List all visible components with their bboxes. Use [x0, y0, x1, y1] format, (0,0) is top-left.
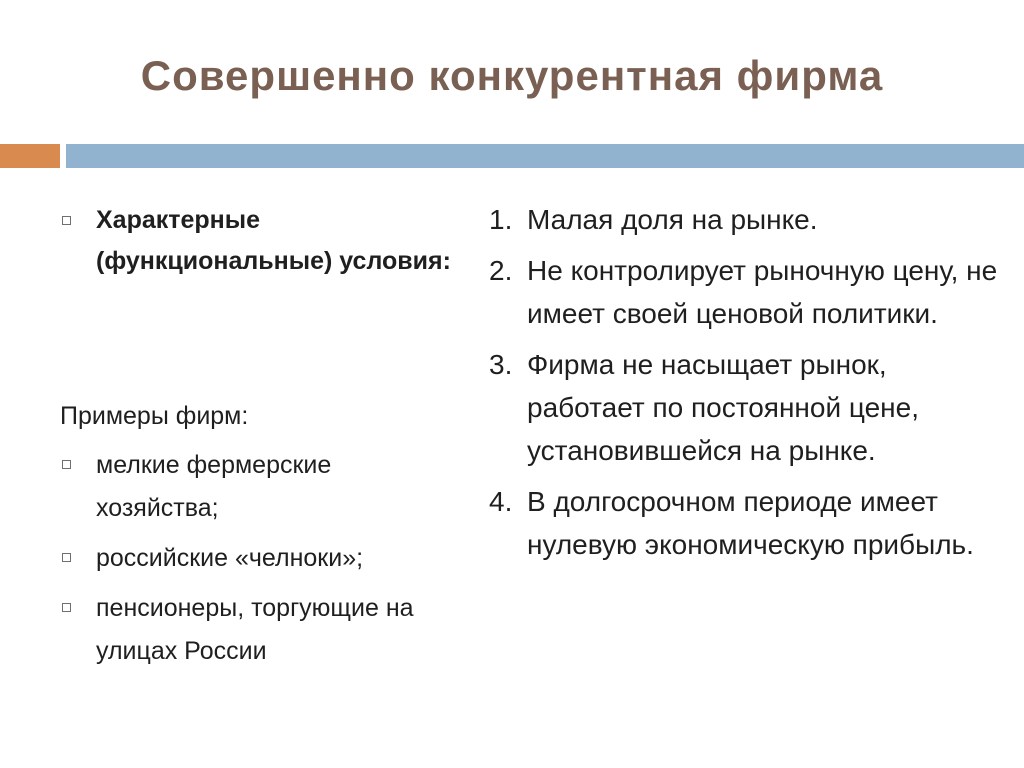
right-column: [489, 198, 1009, 574]
square-bullet-icon: [62, 460, 71, 469]
examples-label: Примеры фирм:: [60, 402, 249, 430]
slide-title: Совершенно конкурентная фирма: [140, 52, 884, 99]
item-number: 3.: [489, 349, 513, 380]
accent-bar-blue: [66, 144, 1024, 168]
item-text: В долгосрочном периоде имеет нулевую экономическую прибыль.: [527, 486, 974, 560]
item-number: 4.: [489, 486, 513, 517]
item-text: Фирма не насыщает рынок, работает по постоянной цене, установившейся на рынке.: [527, 349, 919, 466]
item-number: 1.: [489, 204, 513, 235]
example-item: [60, 537, 460, 580]
numbered-item: [489, 198, 1009, 241]
conditions-heading: Характерные (функциональные) условия:: [96, 206, 451, 275]
example-text: пенсионеры, торгующие на улицах России: [96, 594, 414, 665]
example-text: российские «челноки»;: [96, 544, 364, 572]
left-column: [60, 200, 460, 680]
square-bullet-icon: [62, 603, 71, 612]
numbered-item: [489, 249, 1009, 335]
item-text: Не контролирует рыночную цену, не имеет своей ценовой политики.: [527, 255, 998, 329]
square-bullet-icon: [62, 553, 71, 562]
item-text: Малая доля на рынке.: [527, 204, 818, 235]
example-text: мелкие фермерские хозяйства;: [96, 451, 332, 522]
conditions-heading-item: [60, 200, 460, 282]
item-number: 2.: [489, 255, 513, 286]
example-item: [60, 587, 460, 673]
example-item: [60, 444, 460, 530]
numbered-item: [489, 480, 1009, 566]
numbered-item: [489, 343, 1009, 472]
accent-bar-orange: [0, 144, 60, 168]
square-bullet-icon: [62, 216, 71, 225]
